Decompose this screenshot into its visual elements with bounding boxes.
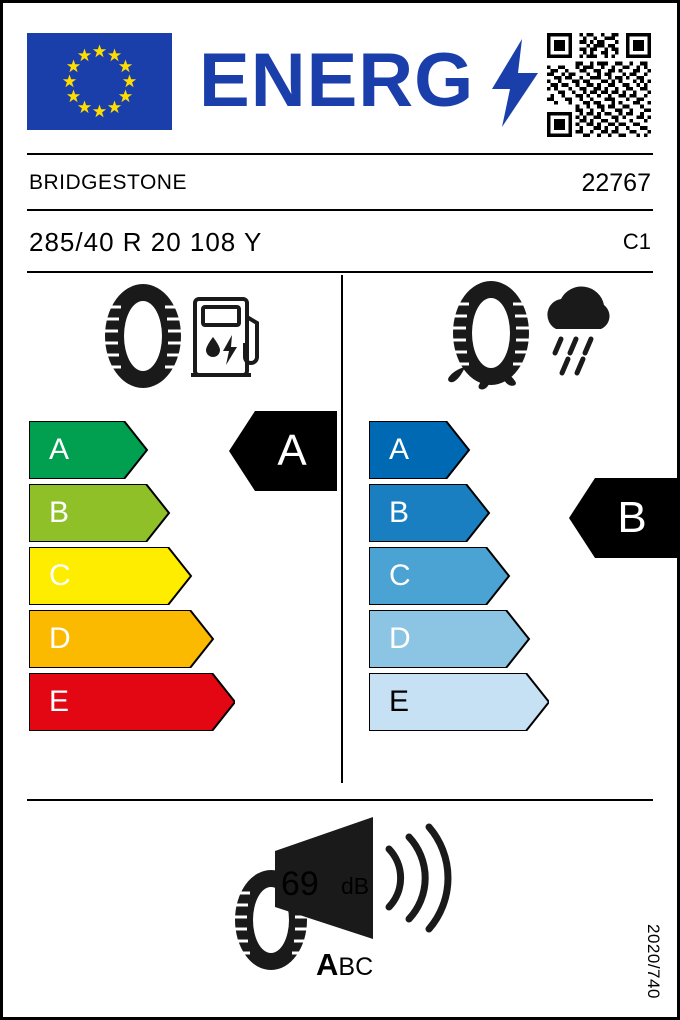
grade-row [369,421,549,479]
divider-vertical [341,275,343,783]
grade-letter: D [49,622,71,655]
grade-letter: A [389,433,410,466]
grade-letter: B [389,496,410,529]
grade-row [29,421,235,479]
tyre-class: C1 [622,229,651,254]
noise-unit: dB [341,873,370,899]
noise-class-rest: BC [338,953,374,981]
grade-row [369,673,549,731]
grade-letter: B [49,496,70,529]
label-header [3,3,677,133]
grade-letter: E [389,685,410,718]
fuel-result-letter: A [277,426,307,475]
divider-size [27,271,653,273]
grade-letter: A [49,433,70,466]
noise-value: 69 [281,865,319,903]
noise-class [316,947,373,983]
wet-grip-scale [369,421,549,736]
noise-class-selected: A [316,947,339,982]
divider-brand [27,209,653,211]
grade-row [369,484,549,542]
grade-letter: E [49,685,70,718]
eu-flag-icon [27,33,172,130]
grade-row [29,673,235,731]
energy-bolt-icon [492,39,538,127]
grade-letter: C [389,559,411,592]
grade-letter: D [389,622,411,655]
fuel-pump-icon [91,281,266,391]
qr-code [547,33,651,137]
divider-noise [27,799,653,801]
divider-header [27,153,653,155]
grade-letter: C [49,559,71,592]
fuel-efficiency-result [229,411,337,491]
grade-row [29,610,235,668]
grade-row [29,547,235,605]
regulation-reference: 2020/740 [644,924,663,999]
grade-row [369,547,549,605]
grade-row [369,610,549,668]
grade-row [29,484,235,542]
page-title: ENERG [199,38,475,123]
fuel-efficiency-scale [29,421,235,736]
tyre-size: 285/40 R 20 108 Y [29,227,263,257]
brand-name: BRIDGESTONE [29,171,187,194]
wet-result-letter: B [617,493,647,542]
rain-cloud-tyre-icon [435,281,615,396]
wet-grip-result [569,478,677,558]
model-code: 22767 [581,169,651,197]
